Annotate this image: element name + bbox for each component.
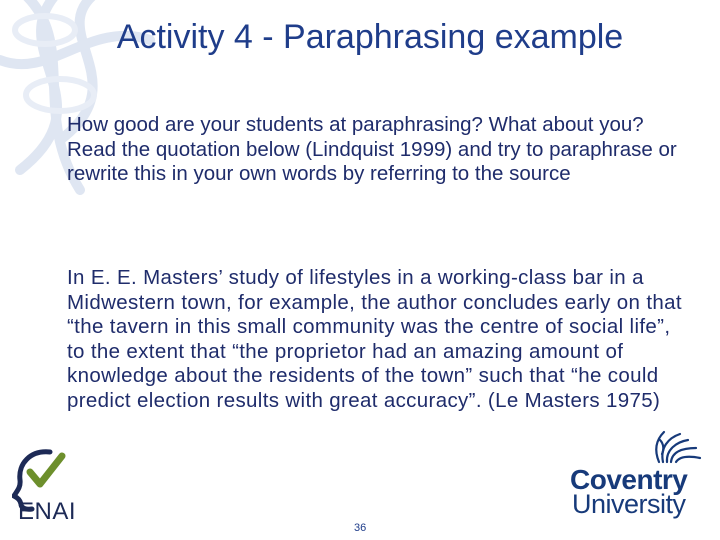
- page-number: 36: [354, 522, 367, 534]
- coventry-logo-line2: University: [572, 489, 686, 519]
- intro-paragraph: How good are your students at paraphrasing? What about you? Read the quotation below (Lindquist 1999) and try to paraphrase or rewrite this in your own words by referring to the source: [67, 113, 677, 185]
- slide-title: Activity 4 - Paraphrasing example: [116, 18, 624, 56]
- enai-logo-text: ENAI: [18, 498, 77, 525]
- coventry-logo-line1: Coventry: [570, 464, 688, 495]
- quotation-paragraph: In E. E. Masters’ study of lifestyles in a working-class bar in a Midwestern town, for example, the author concludes early on that “the tavern in this small community was the centre of social life”, to the extent that “the proprietor had an amazing amount of knowledge about the residents of the town” such that “he could predict election results with great accuracy”. (Le Masters 1975): [67, 266, 682, 412]
